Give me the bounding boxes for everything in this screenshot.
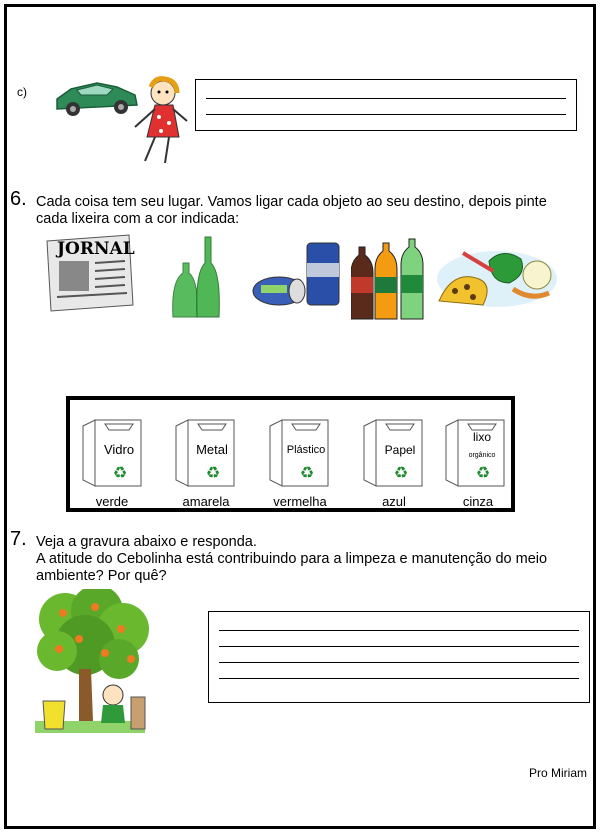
- question-7-text-line2: A atitude do Cebolinha está contribuindo para a limpeza e manutenção do meio: [36, 551, 548, 567]
- bin-papel[interactable]: [362, 418, 424, 488]
- question-6-text-line1: Cada coisa tem seu lugar. Vamos ligar cada objeto ao seu destino, depois pinte: [36, 194, 547, 210]
- item-c-answer-box[interactable]: [195, 79, 577, 131]
- bin-color-label: amarela: [182, 494, 230, 509]
- question-7-number: 7.: [10, 528, 27, 550]
- recycle-icon: ♻: [205, 465, 221, 482]
- question-7-text-line3: ambiente? Por quê?: [36, 568, 167, 584]
- newspaper-headline: JORNAL: [57, 239, 135, 259]
- answer-line: [219, 630, 579, 631]
- bin-plastico[interactable]: [268, 418, 330, 488]
- glass-bottles-image: [169, 233, 227, 319]
- bin-label: Papel: [384, 443, 416, 457]
- recycle-icon: ♻: [299, 465, 315, 482]
- item-c-label: c): [17, 85, 27, 99]
- bin-metal[interactable]: [174, 418, 236, 488]
- answer-line: [206, 114, 566, 115]
- bin-sublabel: orgânico: [468, 452, 496, 459]
- question-7-answer-box[interactable]: [208, 611, 590, 703]
- recycling-bins-panel: [66, 396, 515, 512]
- recycle-icon: ♻: [475, 465, 491, 482]
- bin-label: Vidro: [103, 442, 135, 457]
- worksheet-page: [4, 4, 596, 829]
- cebolinha-tree-illustration: [35, 589, 155, 739]
- answer-line: [206, 98, 566, 99]
- rag-doll-image: [125, 75, 191, 167]
- answer-line: [219, 662, 579, 663]
- bin-label: Plástico: [286, 444, 326, 456]
- question-7-text-line1: Veja a gravura abaixo e responda.: [36, 534, 257, 550]
- recycle-icon: ♻: [112, 465, 128, 482]
- answer-line: [219, 646, 579, 647]
- author-credit: Pro Miriam: [529, 766, 588, 780]
- bin-lixo-organico[interactable]: [444, 418, 506, 488]
- organic-waste-image: [433, 239, 561, 313]
- bin-color-label: vermelha: [273, 494, 327, 509]
- soda-cans-image: [251, 239, 347, 313]
- plastic-bottles-image: [351, 233, 429, 323]
- bin-label: lixo: [472, 430, 491, 444]
- bin-color-label: azul: [382, 494, 406, 509]
- bin-label: Metal: [196, 442, 228, 457]
- question-6-text-line2: cada lixeira com a cor indicada:: [36, 211, 240, 227]
- newspaper-image: [43, 233, 135, 313]
- bin-color-label: verde: [95, 494, 129, 509]
- bin-vidro[interactable]: [81, 418, 143, 488]
- question-6-number: 6.: [10, 188, 27, 210]
- answer-line: [219, 678, 579, 679]
- bin-color-label: cinza: [462, 494, 494, 509]
- recycle-icon: ♻: [393, 465, 409, 482]
